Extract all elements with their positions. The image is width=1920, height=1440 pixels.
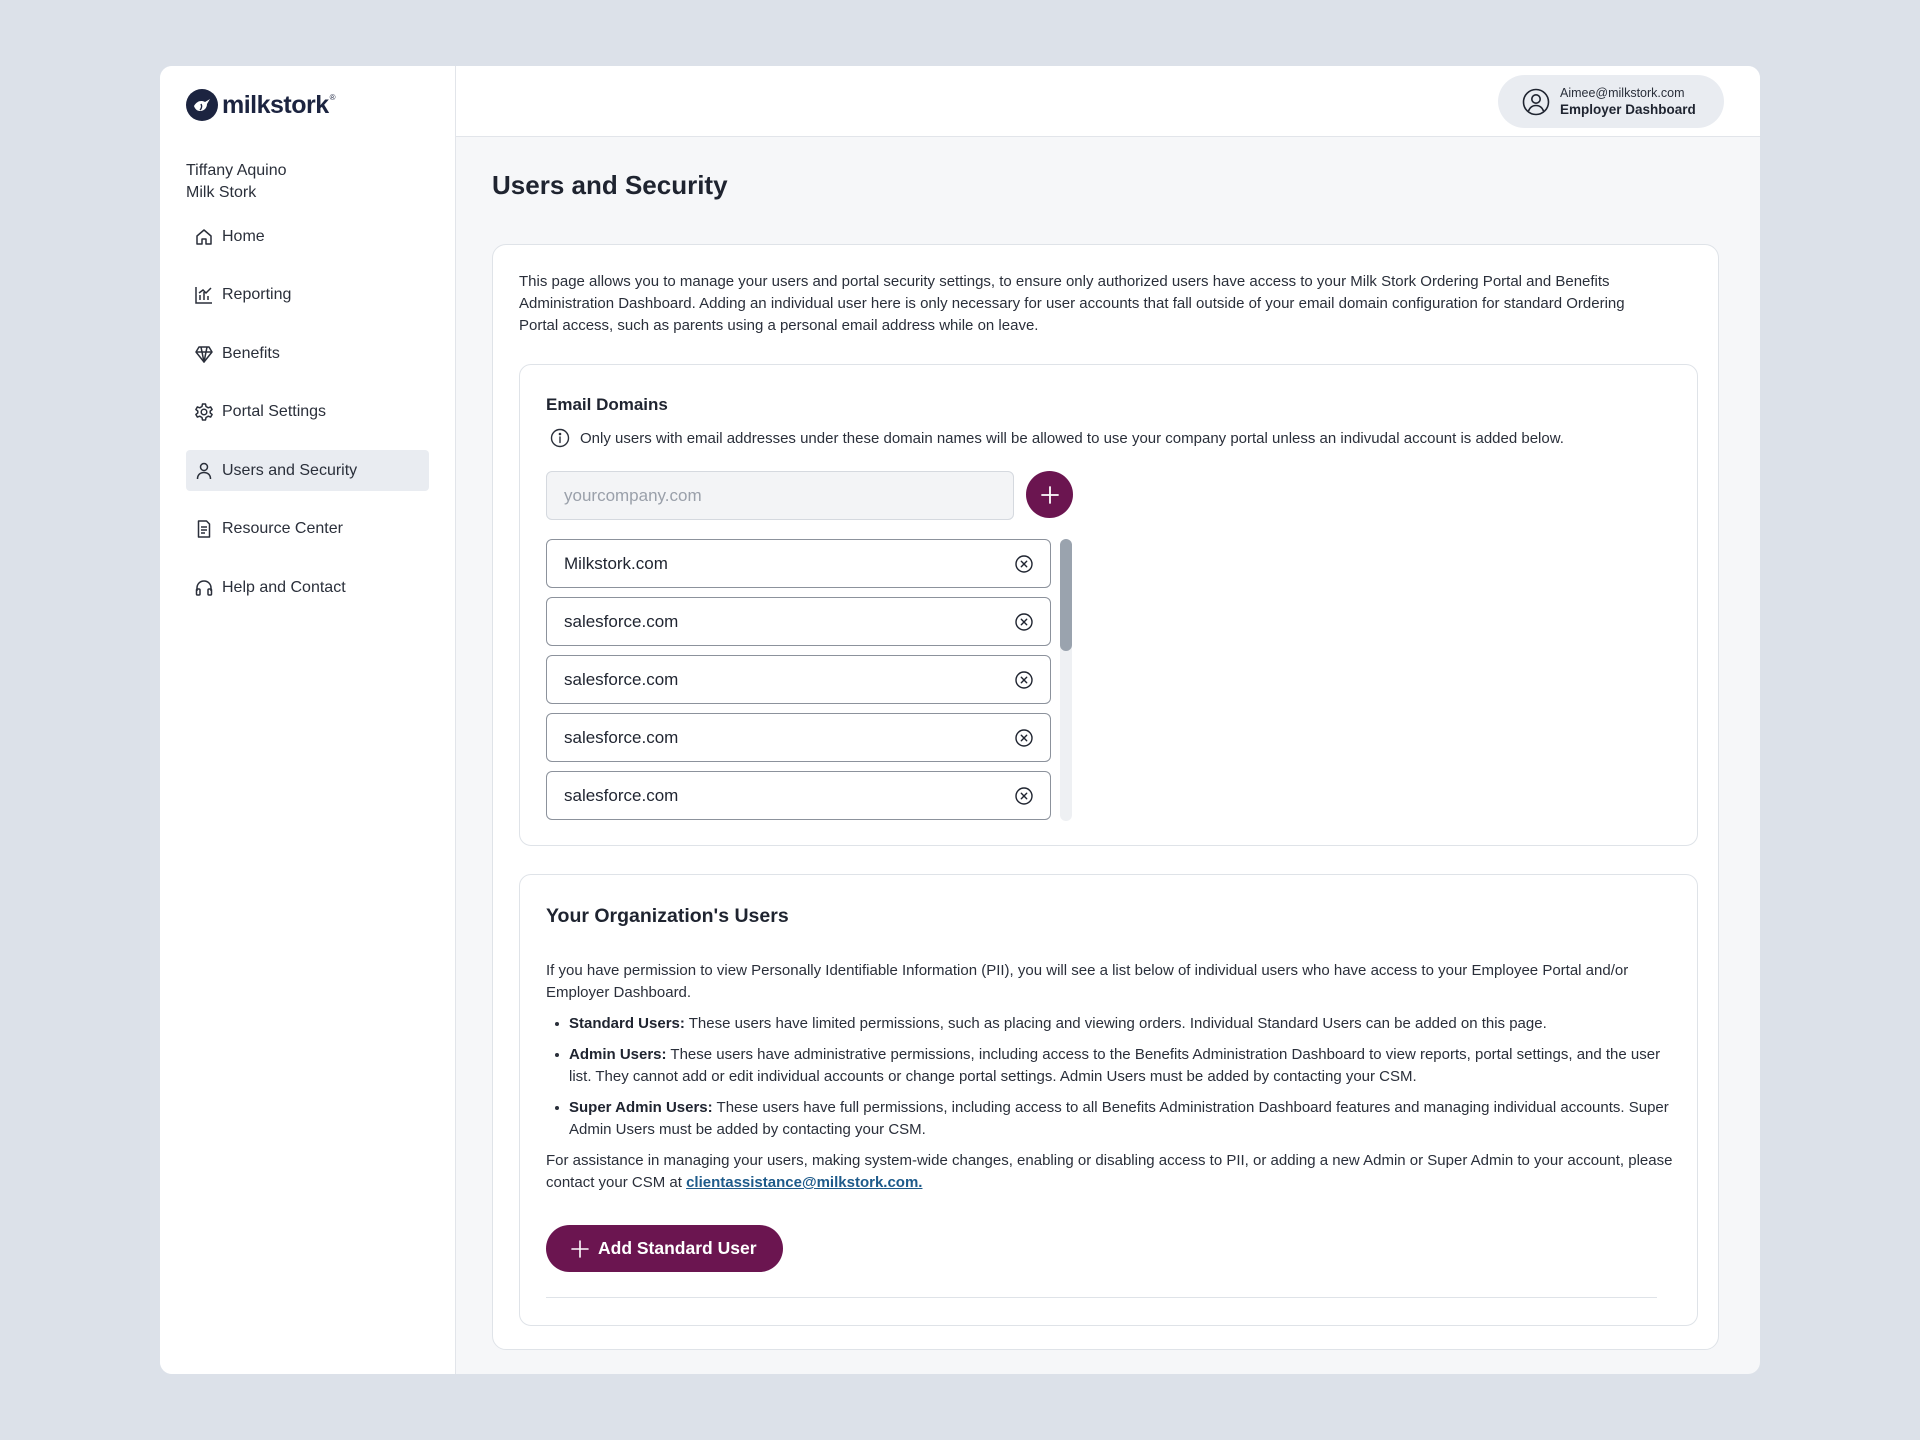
remove-domain-icon[interactable] <box>1014 670 1034 690</box>
account-email: Aimee@milkstork.com <box>1560 86 1685 100</box>
user-icon <box>194 461 214 481</box>
users-security-panel <box>492 244 1719 1350</box>
account-role: Employer Dashboard <box>1560 102 1696 117</box>
divider <box>546 1297 1657 1298</box>
home-icon <box>194 227 214 247</box>
sidebar-item-users-and-security[interactable] <box>186 450 429 491</box>
assistance-text: For assistance in managing your users, making system-wide changes, enabling or disabling access to PII, or adding a new Admin or Super Admin to your account, please contact your CSM at <box>546 1152 1673 1191</box>
user-roles-list <box>546 1013 1676 1141</box>
chart-icon <box>194 285 214 305</box>
sidebar-item-label: Portal Settings <box>222 403 327 420</box>
sidebar-item-home[interactable] <box>186 216 429 257</box>
domain-name: salesforce.com <box>564 669 679 689</box>
domain-name: salesforce.com <box>564 611 679 631</box>
current-user <box>186 160 429 204</box>
email-domains-info <box>550 428 1564 448</box>
plus-icon <box>570 1239 590 1259</box>
top-bar <box>456 66 1760 137</box>
organization-users-title: Your Organization's Users <box>546 905 789 927</box>
page-intro: This page allows you to manage your users and portal security settings, to ensure only authorized users have access to your Milk Stork Ordering Portal and Benefits Administration Dashboard. Adding an individual user here is only necessary for user accounts that fall outside of your email domain configuration for standard Ordering Portal access, such as parents using a personal email address while on leave. <box>519 273 1625 334</box>
main-content <box>456 66 1760 1374</box>
remove-domain-icon[interactable] <box>1014 728 1034 748</box>
domain-item <box>546 771 1051 820</box>
domain-item <box>546 655 1051 704</box>
scrollbar-thumb[interactable] <box>1060 539 1072 651</box>
assistance-paragraph <box>546 1150 1676 1194</box>
sidebar-item-help-and-contact[interactable] <box>186 567 429 608</box>
add-standard-user-label: Add Standard User <box>598 1238 757 1258</box>
role-description: These users have full permissions, including access to all Benefits Administration Dashboard features and managing individual accounts. Super Admin Users must be added by contacting your CSM. <box>569 1099 1669 1138</box>
organization-users-description <box>546 960 1676 1203</box>
list-item <box>546 1044 1676 1088</box>
sidebar-item-label: Benefits <box>222 344 280 362</box>
sidebar <box>160 66 456 1374</box>
sidebar-item-label: Users and Security <box>222 461 358 479</box>
sidebar-item-label: Reporting <box>222 286 292 303</box>
domain-list <box>546 539 1052 821</box>
account-info <box>1560 85 1696 118</box>
role-label: Admin Users: <box>569 1046 667 1063</box>
current-user-name: Tiffany Aquino <box>186 162 287 179</box>
list-item <box>546 1013 1676 1035</box>
sidebar-item-label: Help and Contact <box>222 578 346 596</box>
stork-logo-icon <box>186 89 218 121</box>
domain-name: Milkstork.com <box>564 553 668 573</box>
sidebar-nav <box>186 216 429 608</box>
account-menu-button[interactable] <box>1498 75 1724 128</box>
headset-icon <box>194 578 214 598</box>
info-icon <box>550 428 570 448</box>
gear-icon <box>194 402 214 422</box>
logo-registered-mark: ® <box>329 92 336 102</box>
role-description: These users have administrative permissions, including access to the Benefits Administration Dashboard to view reports, portal settings, and the user list. They cannot add or edit individual accounts or change portal settings. Admin Users must be added by contacting your CSM. <box>569 1046 1661 1085</box>
role-description: These users have limited permissions, such as placing and viewing orders. Individual Standard Users can be added on this page. <box>684 1015 1547 1032</box>
sidebar-item-label: Home <box>222 227 265 245</box>
domain-name: salesforce.com <box>564 727 679 747</box>
remove-domain-icon[interactable] <box>1014 612 1034 632</box>
domain-input[interactable] <box>546 471 1014 520</box>
organization-users-card <box>519 874 1698 1326</box>
domain-item <box>546 539 1051 588</box>
sidebar-item-resource-center[interactable] <box>186 509 429 550</box>
diamond-icon <box>194 344 214 364</box>
logo[interactable] <box>186 86 429 124</box>
role-label: Super Admin Users: <box>569 1099 713 1116</box>
domain-name: salesforce.com <box>564 785 679 805</box>
domain-list-scrollbar[interactable] <box>1060 539 1072 821</box>
sidebar-item-portal-settings[interactable] <box>186 392 429 433</box>
domain-item <box>546 597 1051 646</box>
logo-text: milkstork <box>222 90 329 119</box>
add-domain-button[interactable] <box>1026 471 1073 518</box>
sidebar-item-label: Resource Center <box>222 520 343 537</box>
page-title: Users and Security <box>492 170 728 200</box>
sidebar-item-benefits[interactable] <box>186 333 429 374</box>
remove-domain-icon[interactable] <box>1014 554 1034 574</box>
account-circle-icon <box>1522 88 1550 116</box>
remove-domain-icon[interactable] <box>1014 786 1034 806</box>
document-icon <box>194 519 214 539</box>
email-domains-info-text: Only users with email addresses under these domain names will be allowed to use your company portal unless an indivudal account is added below. <box>580 429 1564 447</box>
csm-email-link[interactable]: clientassistance@milkstork.com. <box>686 1174 923 1191</box>
sidebar-item-reporting[interactable] <box>186 275 429 316</box>
add-standard-user-button[interactable] <box>546 1225 783 1272</box>
current-user-company: Milk Stork <box>186 184 257 201</box>
list-item <box>546 1097 1676 1141</box>
email-domains-card <box>519 364 1698 846</box>
plus-icon <box>1038 483 1062 507</box>
app-window <box>160 66 1760 1374</box>
domain-item <box>546 713 1051 762</box>
email-domains-title: Email Domains <box>546 395 668 414</box>
organization-users-intro: If you have permission to view Personally Identifiable Information (PII), you will see a list below of individual users who have access to your Employee Portal and/or Employer Dashboard. <box>546 962 1629 1001</box>
role-label: Standard Users: <box>569 1015 685 1032</box>
